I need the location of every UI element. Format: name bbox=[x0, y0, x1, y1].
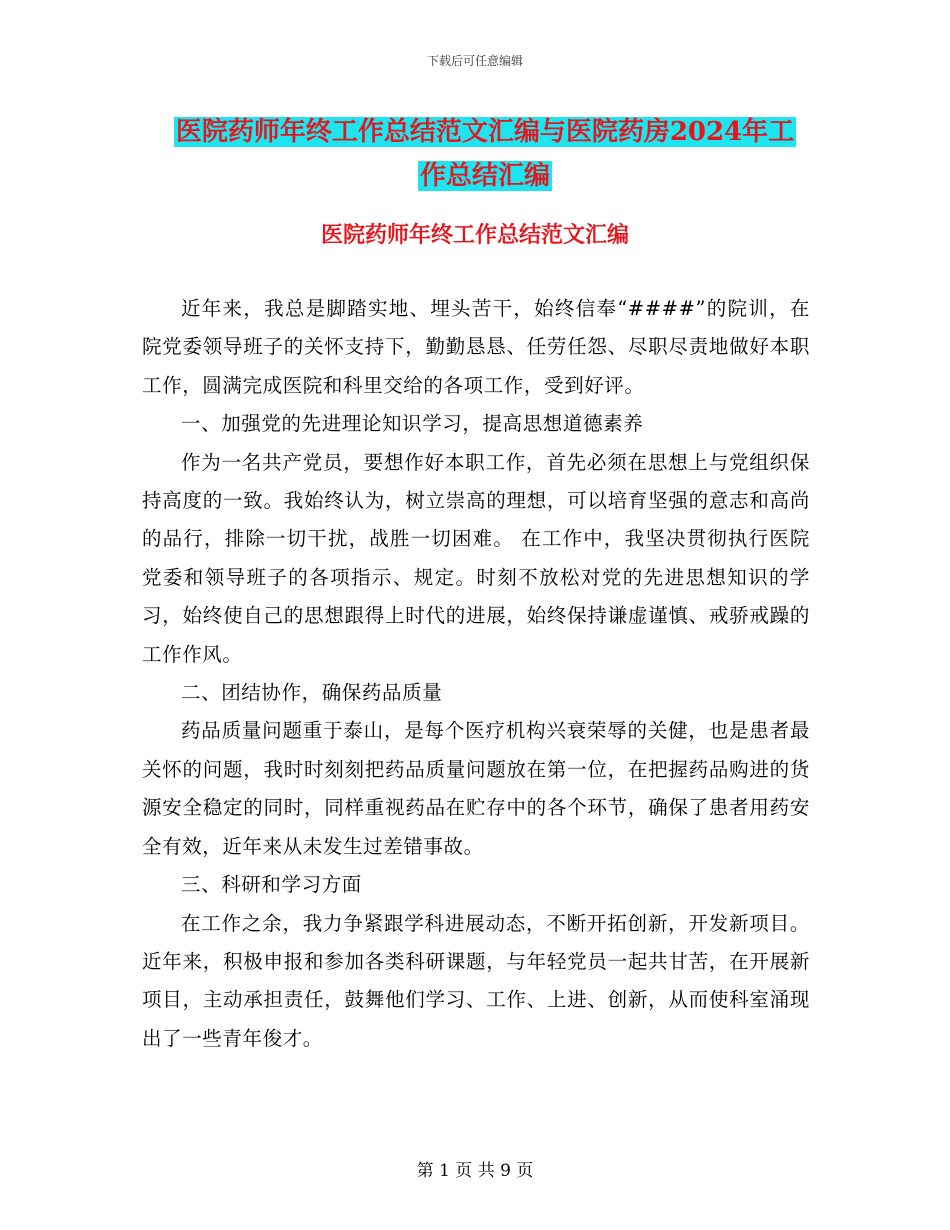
paragraph: 近年来，我总是脚踏实地、埋头苦干，始终信奉“####”的院训，在院党委领导班子的关怀支持下，勤勤恳恳、任劳任怨、尽职尽责地做好本职工作，圆满完成医院和科里交给的各项工作，受到好评。 bbox=[142, 297, 810, 397]
section-heading: 二、团结协作，确保药品质量 bbox=[181, 681, 443, 705]
section-heading: 一、加强党的先进理论知识学习，提高思想道德素养 bbox=[181, 412, 644, 436]
title-line-2: 作总结汇编 bbox=[419, 161, 550, 191]
paragraph: 作为一名共产党员，要想作好本职工作，首先必须在思想上与党组织保持高度的一致。我始终认为，树立崇高的理想，可以培育坚强的意志和高尚的品行，排除一切干扰，战胜一切困难。 在工作中，我坚决贯彻执行医院党委和领导班子的各项指示、规定。时刻不放松对党的先进思想知识的学习，始终使自己的思想跟得上时代的进展，始终保持谦虚谨慎、戒骄戒躁的工作作风。 bbox=[142, 450, 810, 666]
page-footer: 第 1 页 共 9 页 bbox=[416, 1161, 534, 1181]
paragraph: 在工作之余，我力争紧跟学科进展动态，不断开拓创新，开发新项目。近年来，积极申报和参加各类科研课题，与年轻党员一起共甘苦，在开展新项目，主动承担责任，鼓舞他们学习、工作、上进、创新，从而使科室涌现出了一些青年俊才。 bbox=[142, 911, 810, 1050]
page-header: 下载后可任意编辑 bbox=[426, 54, 523, 68]
document-body bbox=[142, 290, 810, 1058]
document-title bbox=[150, 110, 820, 198]
paragraph: 药品质量问题重于泰山，是每个医疗机构兴衰荣辱的关健，也是患者最关怀的问题，我时时刻刻把药品质量问题放在第一位，在把握药品购进的货源安全稳定的同时，同样重视药品在贮存中的各个环节，确保了患者用药安全有效，近年来从未发生过差错事故。 bbox=[142, 719, 810, 858]
title-line-1: 医院药师年终工作总结范文汇编与医院药房2024年工 bbox=[175, 117, 795, 147]
section-title: 医院药师年终工作总结范文汇编 bbox=[320, 222, 629, 248]
section-heading: 三、科研和学习方面 bbox=[181, 873, 362, 897]
